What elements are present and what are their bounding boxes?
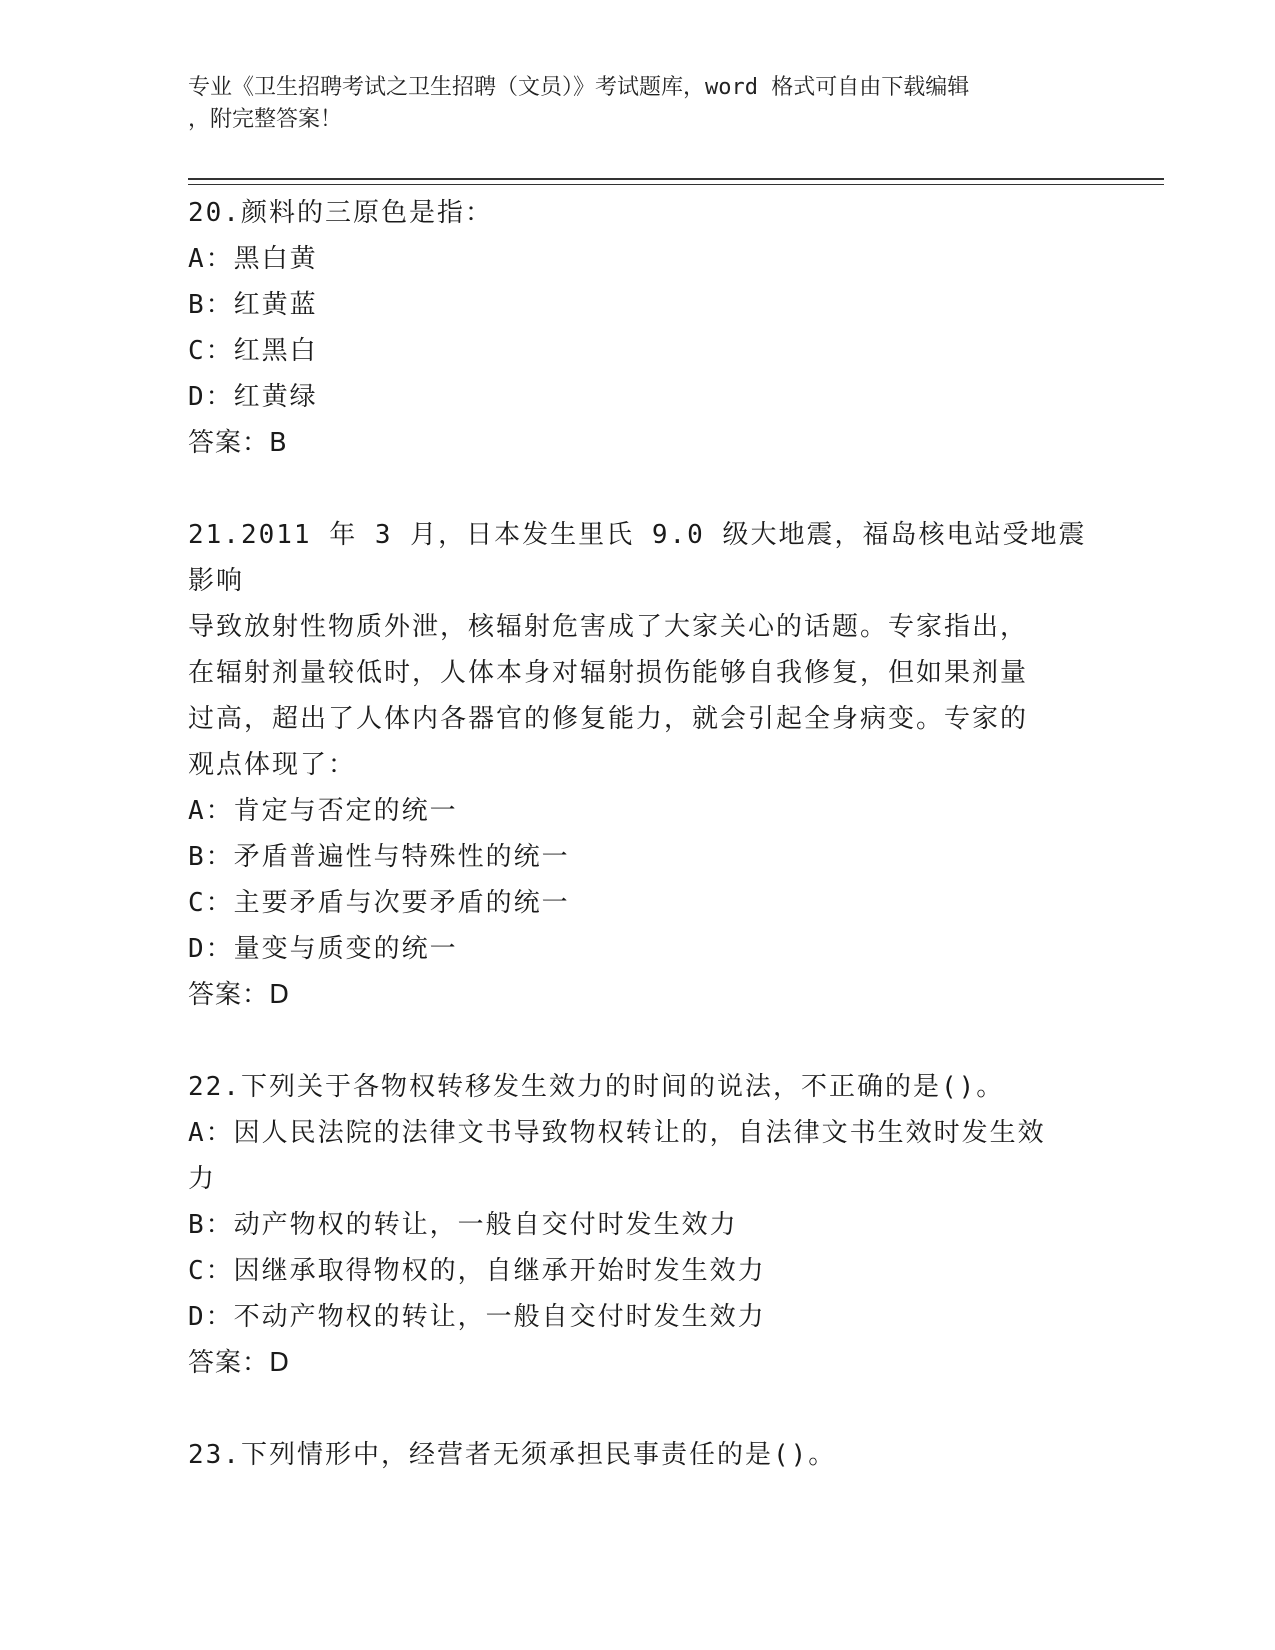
- question-block: [188, 512, 1088, 1018]
- question-stem-line: 过高，超出了人体内各器官的修复能力，就会引起全身病变。专家的: [188, 704, 1029, 734]
- question-spacer: [188, 466, 1088, 512]
- question-stem-line: 21.2011 年 3 月，日本发生里氏 9.0 级大地震，福岛核电站受地震影响: [188, 520, 1087, 596]
- answer-option: B：动产物权的转让，一般自交付时发生效力: [188, 1210, 738, 1240]
- question-stem-line: 导致放射性物质外泄，核辐射危害成了大家关心的话题。专家指出，: [188, 612, 1029, 642]
- header-divider: [188, 178, 1164, 180]
- question-stem-line: 观点体现了：: [188, 750, 357, 780]
- answer-option: D：量变与质变的统一: [188, 934, 458, 964]
- answer-option: 力: [188, 1164, 217, 1194]
- question-spacer: [188, 1018, 1088, 1064]
- question-spacer: [188, 1386, 1088, 1432]
- answer-key: 答案：B: [188, 428, 288, 458]
- question-stem-line: 22.下列关于各物权转移发生效力的时间的说法，不正确的是()。: [188, 1072, 1005, 1102]
- answer-option: A：因人民法院的法律文书导致物权转让的，自法律文书生效时发生效: [188, 1118, 1046, 1148]
- answer-option: B：红黄蓝: [188, 290, 318, 320]
- answer-option: A：肯定与否定的统一: [188, 796, 458, 826]
- question-block: [188, 1432, 1088, 1478]
- answer-option: A：黑白黄: [188, 244, 318, 274]
- answer-option: C：因继承取得物权的，自继承开始时发生效力: [188, 1256, 766, 1286]
- question-stem-line: 20.颜料的三原色是指：: [188, 198, 493, 228]
- document-header: [188, 72, 1068, 136]
- question-stem-line: 23.下列情形中，经营者无须承担民事责任的是()。: [188, 1440, 837, 1470]
- header-line: 专业《卫生招聘考试之卫生招聘（文员）》考试题库，word 格式可自由下载编辑: [188, 75, 970, 100]
- question-stem-line: 在辐射剂量较低时，人体本身对辐射损伤能够自我修复，但如果剂量: [188, 658, 1029, 688]
- answer-option: D：不动产物权的转让，一般自交付时发生效力: [188, 1302, 766, 1332]
- question-list: [188, 190, 1088, 1478]
- answer-key: 答案：D: [188, 1348, 291, 1378]
- question-block: [188, 190, 1088, 466]
- answer-option: C：红黑白: [188, 336, 318, 366]
- answer-key: 答案：D: [188, 980, 291, 1010]
- answer-option: D：红黄绿: [188, 382, 318, 412]
- answer-option: B：矛盾普遍性与特殊性的统一: [188, 842, 570, 872]
- header-divider: [188, 184, 1164, 185]
- question-block: [188, 1064, 1088, 1386]
- answer-option: C：主要矛盾与次要矛盾的统一: [188, 888, 570, 918]
- header-line: ，附完整答案！: [188, 107, 343, 132]
